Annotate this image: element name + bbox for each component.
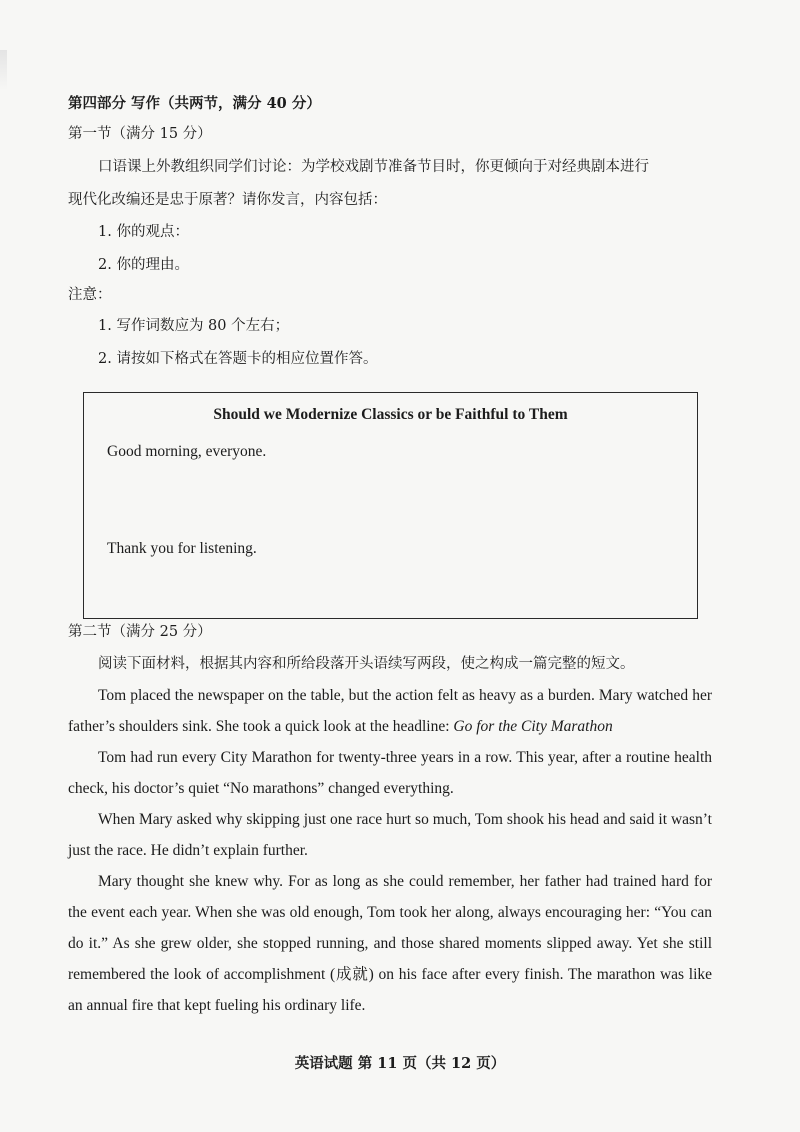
passage-paragraph-4: Mary thought she knew why. For as long as she could remember, her father had trained hard for the event each year. When she was old enough, Tom took her along, always encouraging her: “You can do it.” As she grew older, she stopped running, and those shared moments slipped away. Yet she still remembered the look of accomplishment (成就) on his face after every finish. The marathon was like an annual fire that kept fueling his ordinary life. — [68, 873, 712, 1014]
writing-format-box — [83, 392, 698, 619]
page-footer: 英语试题 第 11 页（共 12 页） — [294, 1055, 506, 1072]
part2-heading: 第二节（满分 25 分） — [68, 624, 212, 640]
passage-paragraph-3: When Mary asked why skipping just one race hurt so much, Tom shook his head and said it wasn’t just the race. He didn’t explain further. — [68, 811, 712, 859]
part1-instruction-line1: 口语课上外教组织同学们讨论：为学校戏剧节准备节目时，你更倾向于对经典剧本进行 — [98, 159, 649, 175]
paragraph-1-text: Tom placed the newspaper on the table, but the action felt as heavy as a burden. Mary watched her father’s shoulders sink. She took a quick look at the headline: — [68, 687, 712, 735]
point-2: 2. 你的理由。 — [98, 257, 189, 273]
box-closing: Thank you for listening. — [107, 540, 257, 557]
notes-label: 注意： — [68, 287, 112, 303]
part2-instruction: 阅读下面材料，根据其内容和所给段落开头语续写两段，使之构成一篇完整的短文。 — [98, 656, 635, 672]
section-title: 第四部分 写作（共两节，满分 40 分） — [68, 95, 321, 112]
part1-heading: 第一节（满分 15 分） — [68, 126, 212, 142]
note-2: 2. 请按如下格式在答题卡的相应位置作答。 — [98, 351, 378, 367]
box-title: Should we Modernize Classics or be Faithful to Them — [213, 406, 568, 423]
point-1: 1. 你的观点： — [98, 224, 189, 240]
headline: Go for the City Marathon — [453, 718, 613, 735]
part1-instruction-line2: 现代化改编还是忠于原著？请你发言，内容包括： — [68, 192, 387, 208]
passage-paragraph-2: Tom had run every City Marathon for twenty-three years in a row. This year, after a routine health check, his doctor’s quiet “No marathons” changed everything. — [68, 749, 712, 797]
note-1: 1. 写作词数应为 80 个左右； — [98, 318, 290, 334]
scan-shadow — [0, 50, 7, 90]
passage-paragraph-1 — [68, 680, 712, 742]
box-opening: Good morning, everyone. — [107, 443, 267, 460]
